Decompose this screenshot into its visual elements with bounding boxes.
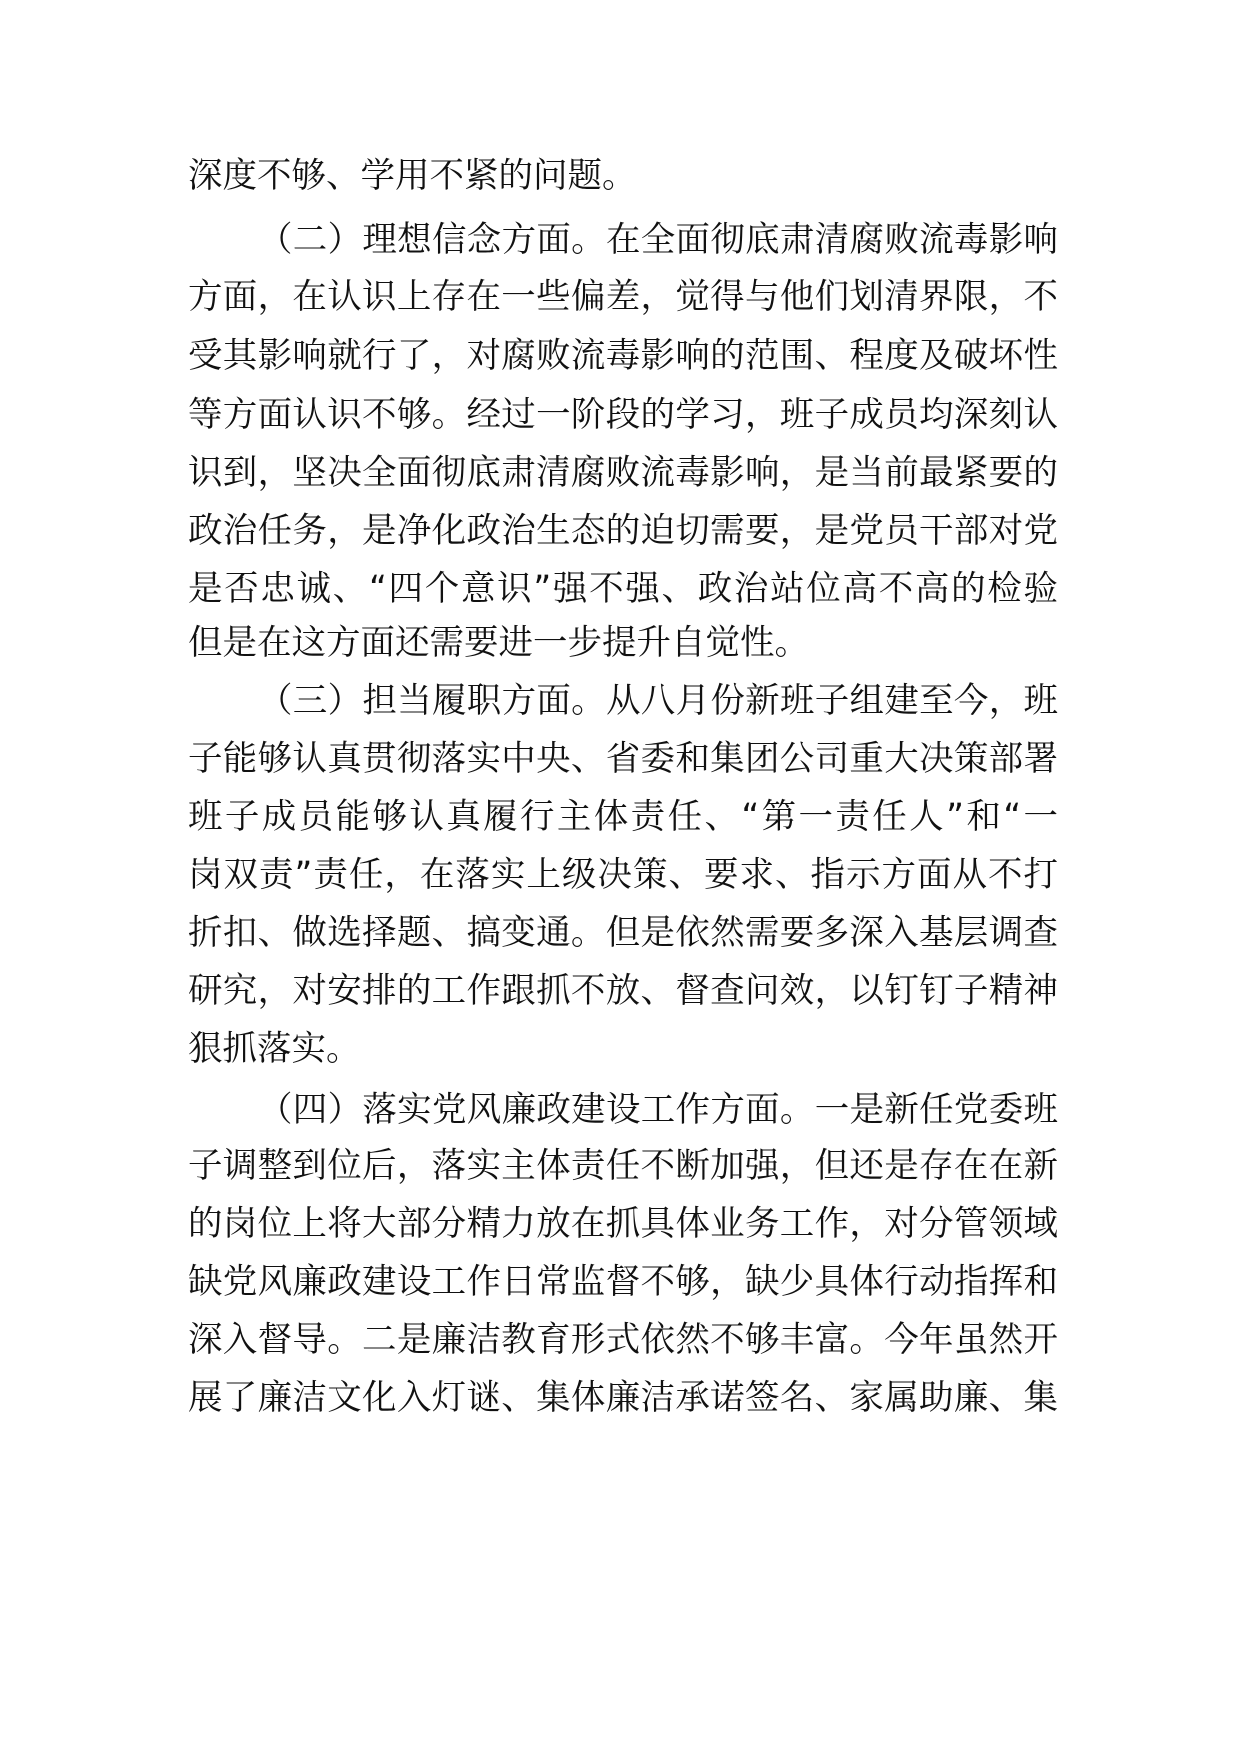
text-line: 子调整到位后，落实主体责任不断加强，但还是存在在新 [188, 1146, 1058, 1186]
text-line: 的岗位上将大部分精力放在抓具体业务工作，对分管领域 [188, 1204, 1058, 1244]
section-heading-line: （四）落实党风廉政建设工作方面。一是新任党委班 [258, 1090, 1058, 1130]
text-line: 缺党风廉政建设工作日常监督不够，缺少具体行动指挥和 [188, 1262, 1058, 1302]
text-line: 子能够认真贯彻落实中央、省委和集团公司重大决策部署 [188, 739, 1058, 779]
text-line: 但是在这方面还需要进一步提升自觉性。 [188, 623, 809, 663]
text-line: 方面，在认识上存在一些偏差，觉得与他们划清界限，不 [188, 277, 1058, 317]
text-line: 是否忠诚、“四个意识”强不强、政治站位高不高的检验 [188, 569, 1058, 609]
text-line: 等方面认识不够。经过一阶段的学习，班子成员均深刻认 [188, 395, 1058, 435]
text-line: 折扣、做选择题、搞变通。但是依然需要多深入基层调查 [188, 913, 1058, 953]
text-line: 展了廉洁文化入灯谜、集体廉洁承诺签名、家属助廉、集 [188, 1378, 1058, 1418]
text-line: 政治任务，是净化政治生态的迫切需要，是党员干部对党 [188, 511, 1058, 551]
text-line: 受其影响就行了，对腐败流毒影响的范围、程度及破坏性 [188, 336, 1058, 376]
section-heading-line: （三）担当履职方面。从八月份新班子组建至今，班 [258, 681, 1058, 721]
text-line: 深入督导。二是廉洁教育形式依然不够丰富。今年虽然开 [188, 1320, 1058, 1360]
section-heading-line: （二）理想信念方面。在全面彻底肃清腐败流毒影响 [258, 220, 1058, 260]
text-line: 深度不够、学用不紧的问题。 [188, 156, 637, 196]
text-line: 研究，对安排的工作跟抓不放、督查问效，以钉钉子精神 [188, 971, 1058, 1011]
text-line: 识到，坚决全面彻底肃清腐败流毒影响，是当前最紧要的 [188, 453, 1058, 493]
text-line: 狠抓落实。 [188, 1029, 361, 1069]
text-line: 岗双责”责任，在落实上级决策、要求、指示方面从不打 [188, 855, 1058, 895]
text-line: 班子成员能够认真履行主体责任、“第一责任人”和“一 [188, 797, 1058, 837]
